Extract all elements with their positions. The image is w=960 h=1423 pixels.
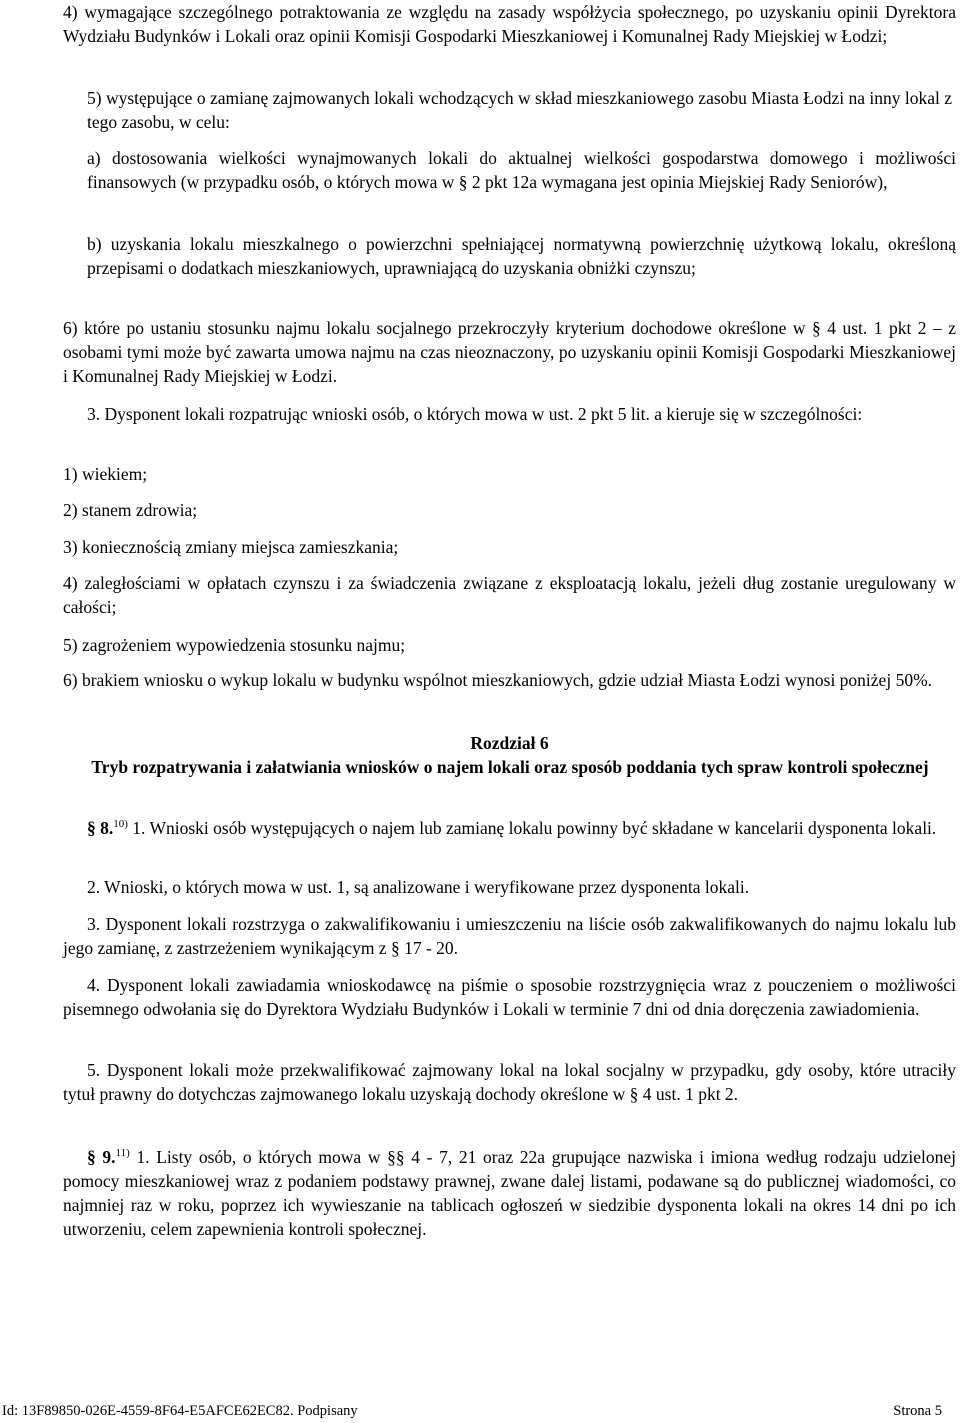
list-item-6: 6) brakiem wniosku o wykup lokalu w budynku wspólnot mieszkaniowych, gdzie udział Miasta Łodzi wynosi poniżej 50%. xyxy=(63,670,933,690)
footnote-ref-10: 10) xyxy=(113,818,128,831)
paragraph-ust-3: 3. Dysponent lokali rozpatrując wnioski osób, o których mowa w ust. 2 pkt 5 lit. a kieruje się w szczególności: xyxy=(87,404,863,424)
chapter-title: Tryb rozpatrywania i załatwiania wniosków o najem lokali oraz sposób poddania tych spraw kontroli społecznej xyxy=(91,757,929,777)
section-9-ust-1-text: 1. Listy osób, o których mowa w §§ 4 - 7, 21 oraz 22a grupujące nazwiska i imiona według rodzaju udzielonej pomocy mieszkaniowej wraz z podaniem podstawy prawnej, zwane dalej listami, podawane są do publicznej wiadomości, co najmniej raz w roku, poprzez ich wywieszanie na tablicach ogłoszeń w siedzibie dysponenta lokali na okres 14 dni po ich utworzeniu, celem zapewnienia kontroli społecznej. xyxy=(63,1147,957,1239)
paragraph-item-5a: a) dostosowania wielkości wynajmowanych lokali do aktualnej wielkości gospodarstwa domowego i możliwości finansowych (w przypadku osób, o których mowa w § 2 pkt 12a wymagana jest opinia Miejskiej Rady Seniorów), xyxy=(87,148,956,192)
paragraph-item-5: 5) występujące o zamianę zajmowanych lokali wchodzących w skład mieszkaniowego zasobu Miasta Łodzi na inny lokal z tego zasobu, w celu: xyxy=(87,88,952,132)
section-9-number: § 9. xyxy=(87,1147,116,1167)
footer-page-number: Strona 5 xyxy=(893,1403,942,1419)
section-8-ust-4: 4. Dysponent lokali zawiadamia wnioskodawcę na piśmie o sposobie rozstrzygnięcia wraz z pouczeniem o możliwości pisemnego odwołania się do Dyrektora Wydziału Budynków i Lokali w terminie 7 dni od dnia doręczenia zawiadomienia. xyxy=(63,975,956,1019)
list-item-3: 3) koniecznością zmiany miejsca zamieszkania; xyxy=(63,537,399,557)
section-8-ust-3: 3. Dysponent lokali rozstrzyga o zakwalifikowaniu i umieszczeniu na liście osób zakwalifikowanych do najmu lokalu lub jego zamianę, z zastrzeżeniem wynikającym z § 17 - 20. xyxy=(63,914,956,958)
footer-document-id: Id: 13F89850-026E-4559-8F64-E5AFCE62EC82. Podpisany xyxy=(2,1403,358,1419)
section-8-ust-2: 2. Wnioski, o których mowa w ust. 1, są analizowane i weryfikowane przez dysponenta lokali. xyxy=(87,877,750,897)
section-8-ust-1 xyxy=(63,816,956,840)
list-item-2: 2) stanem zdrowia; xyxy=(63,500,198,520)
list-item-1: 1) wiekiem; xyxy=(63,464,148,484)
list-item-4: 4) zaległościami w opłatach czynszu i za świadczenia związane z eksploatacją lokalu, jeżeli dług zostanie uregulowany w całości; xyxy=(63,573,956,617)
section-8-ust-1-text: 1. Wnioski osób występujących o najem lub zamianę lokalu powinny być składane w kancelarii dysponenta lokali. xyxy=(127,818,937,838)
paragraph-item-5b: b) uzyskania lokalu mieszkalnego o powierzchni spełniającej normatywną powierzchnię użytkową lokalu, określoną przepisami o dodatkach mieszkaniowych, uprawniającą do uzyskania obniżki czynszu; xyxy=(87,234,956,278)
chapter-heading: Rozdział 6 xyxy=(470,733,549,753)
paragraph-item-4: 4) wymagające szczególnego potraktowania ze względu na zasady współżycia społecznego, po uzyskaniu opinii Dyrektora Wydziału Budynków i Lokali oraz opinii Komisji Gospodarki Mieszkaniowej i Komunalnej Rady Miejskiej w Łodzi; xyxy=(63,2,956,46)
section-8-number: § 8. xyxy=(87,818,114,838)
footnote-ref-11: 11) xyxy=(115,1147,130,1160)
list-item-5: 5) zagrożeniem wypowiedzenia stosunku najmu; xyxy=(63,635,406,655)
paragraph-item-6: 6) które po ustaniu stosunku najmu lokalu socjalnego przekroczyły kryterium dochodowe określone w § 4 ust. 1 pkt 2 – z osobami tymi może być zawarta umowa najmu na czas nieoznaczony, po uzyskaniu opinii Komisji Gospodarki Mieszkaniowej i Komunalnej Rady Miejskiej w Łodzi. xyxy=(63,318,956,386)
section-8-ust-5: 5. Dysponent lokali może przekwalifikować zajmowany lokal na lokal socjalny w przypadku, gdy osoby, które utraciły tytuł prawny do dotychczas zajmowanego lokalu uzyskają dochody określone w § 4 ust. 1 pkt 2. xyxy=(63,1060,956,1104)
section-9-ust-1 xyxy=(63,1145,956,1241)
